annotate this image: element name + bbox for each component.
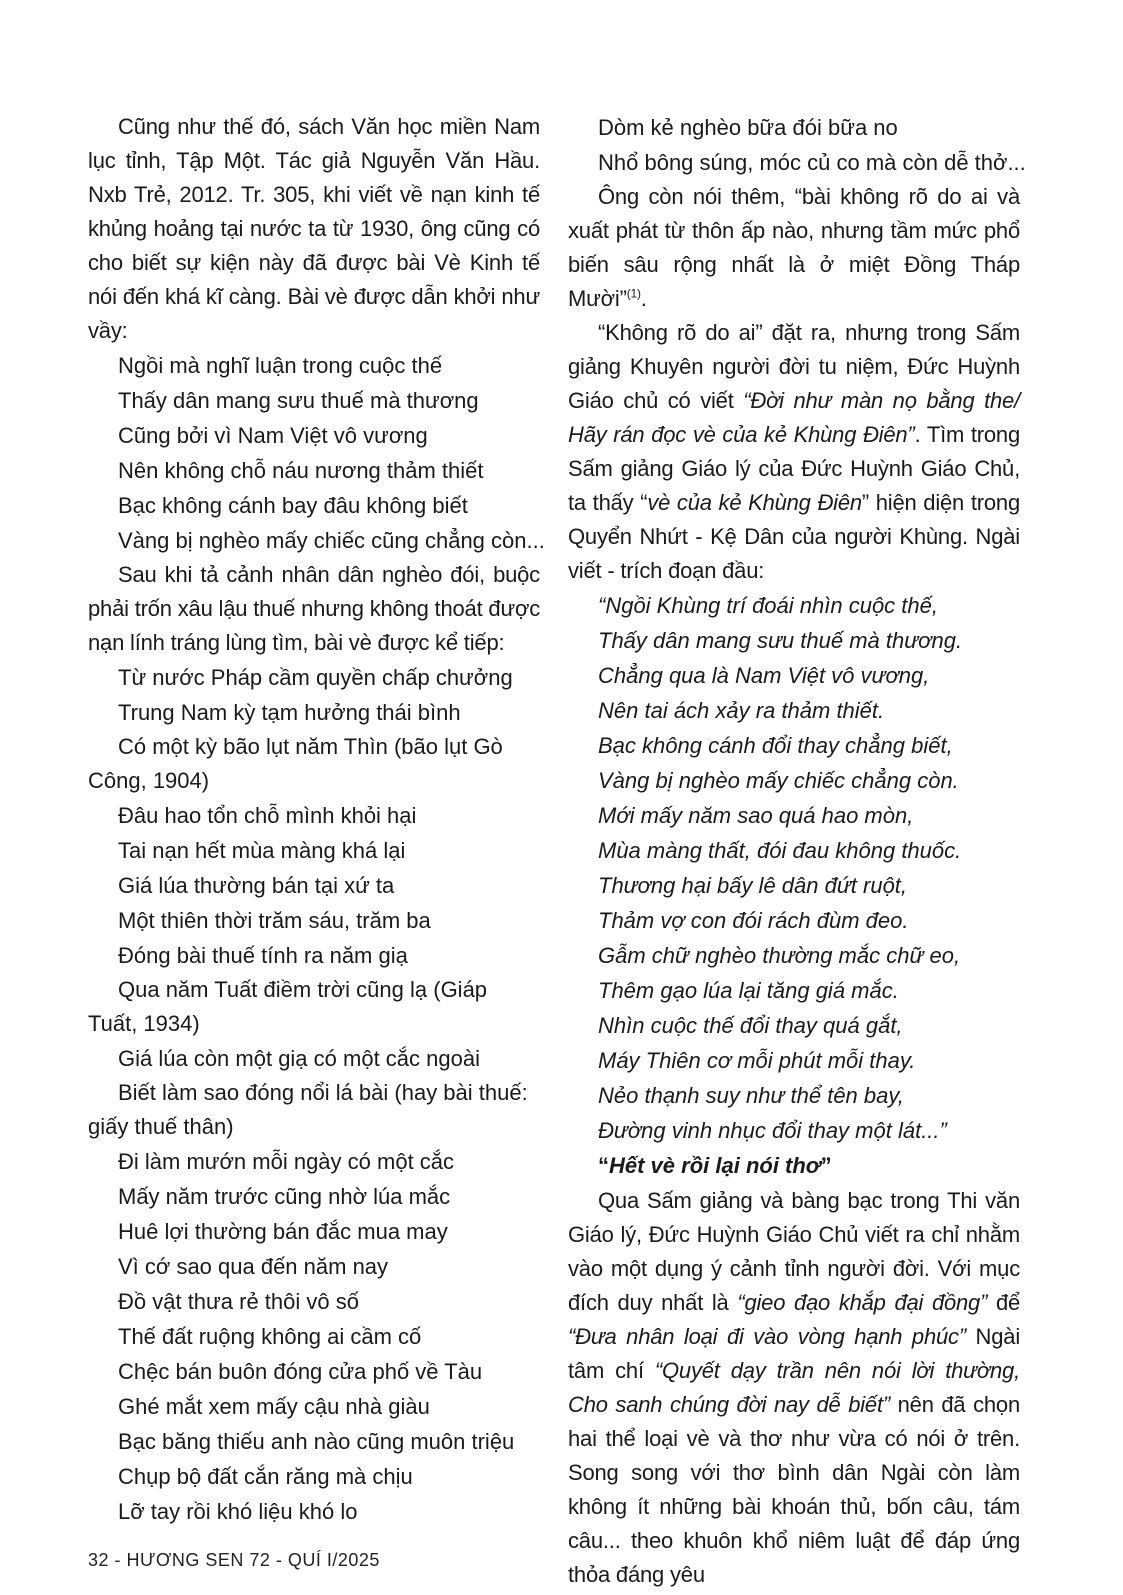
poem-line: Mùa màng thất, đói đau không thuốc. (598, 838, 962, 863)
verse-group-2 (88, 660, 540, 1529)
verse-line: Chụp bộ đất cắn răng mà chịu (118, 1464, 413, 1489)
verse-line: Nhổ bông súng, móc củ co mà còn dễ thở... (598, 150, 1026, 175)
poem-line: Thấy dân mang sưu thuế mà thương. (598, 628, 963, 653)
verse-line: Lỡ tay rồi khó liệu khó lo (118, 1499, 358, 1524)
poem-line: Máy Thiên cơ mỗi phút mỗi thay. (598, 1048, 916, 1073)
heading-text: Hết vè rồi lại nói thơ (609, 1153, 821, 1178)
italic-quote: “Đời như màn nọ bằng the/ Hãy rán đọc vè của kẻ Khùng Điên” (568, 388, 1021, 447)
section-heading (568, 1148, 1020, 1184)
text-run: để (987, 1290, 1021, 1315)
verse-line-wrapped: Có một kỳ bão lụt năm Thìn (bão lụt Gò Công, 1904) (88, 734, 503, 793)
verse-line: Ngồi mà nghĩ luận trong cuộc thế (118, 353, 443, 378)
text-run: nên đã chọn hai thể loại vè và thơ như vừa có nói ở trên. Song song với thơ bình dân Ngài còn làm không ít những bài khoán thủ, bốn câu, tám câu... theo khuôn khổ niêm luật để đáp ứng thỏa đáng yêu (568, 1392, 1020, 1587)
text-run: “Không rõ do ai” đặt ra, nhưng trong Sấm giảng Khuyên người đời tu niệm, Đức Huỳnh Giáo chủ có viết (568, 320, 1020, 413)
verse-line: Thế đất ruộng không ai cầm cố (118, 1324, 422, 1349)
verse-line: Vàng bị nghèo mấy chiếc cũng chẳng còn... (118, 528, 545, 553)
text-run: Ngài tâm chí (568, 1324, 1021, 1383)
poem-line: Thêm gạo lúa lại tăng giá mắc. (598, 978, 899, 1003)
verse-line-wrapped: Qua năm Tuất điềm trời cũng lạ (Giáp Tuất, 1934) (88, 977, 488, 1036)
paragraph-continuation: Sau khi tả cảnh nhân dân nghèo đói, buộc phải trốn xâu lậu thuế nhưng không thoát được nạn lính tráng lùng tìm, bài vè được kể tiếp: (88, 562, 540, 655)
poem-line: Đường vinh nhục đổi thay một lát...” (598, 1118, 947, 1143)
verse-line: Nên không chỗ náu nương thảm thiết (118, 458, 484, 483)
poem-excerpt (568, 588, 1020, 1148)
paragraph-text: Ông còn nói thêm, “bài không rõ do ai và xuất phát từ thôn ấp nào, nhưng tầm mức phổ biến sâu rộng nhất là ở miệt Đồng Tháp Mười” (568, 184, 1020, 311)
verse-line: Bạc băng thiếu anh nào cũng muôn triệu (118, 1429, 515, 1454)
verse-line: Chệc bán buôn đóng cửa phố về Tàu (118, 1359, 483, 1384)
page-footer: 32 - HƯƠNG SEN 72 - QUÍ I/2025 (88, 1550, 380, 1570)
verse-line: Thấy dân mang sưu thuế mà thương (118, 388, 479, 413)
poem-line: Bạc không cánh đổi thay chẳng biết, (598, 733, 953, 758)
paragraph-end: . (640, 286, 647, 311)
verse-line: Huê lợi thường bán đắc mua may (118, 1219, 448, 1244)
poem-line: Gẫm chữ nghèo thường mắc chữ eo, (598, 943, 961, 968)
heading-quote-open: “ (598, 1153, 609, 1178)
paragraph-sam-giang (568, 316, 1020, 588)
verse-line: Đồ vật thưa rẻ thôi vô số (118, 1289, 359, 1314)
paragraph-intro: Cũng như thế đó, sách Văn học miền Nam lục tỉnh, Tập Một. Tác giả Nguyễn Văn Hầu. Nxb Trẻ, 2012. Tr. 305, khi viết về nạn kinh tế khủng hoảng tại nước ta từ 1930, ông cũng có cho biết sự kiện này đã được bài Vè Kinh tế nói đến khá kĩ càng. Bài vè được dẫn khởi như vầy: (88, 114, 540, 343)
paragraph-quote-source (568, 180, 1020, 316)
right-column (568, 110, 1026, 1592)
text-run: . Tìm trong Sấm giảng Giáo lý của Đức Huỳnh Giáo Chủ, ta thấy “ (568, 422, 1020, 515)
italic-quote: “gieo đạo khắp đại đồng” (737, 1290, 988, 1315)
poem-line: Chẳng qua là Nam Việt vô vương, (598, 663, 930, 688)
italic-quote: vè của kẻ Khùng Điên (647, 490, 862, 515)
verse-group-1 (88, 348, 545, 558)
verse-line: Đóng bài thuế tính ra năm giạ (118, 943, 408, 968)
verse-line: Ghé mắt xem mấy cậu nhà giàu (118, 1394, 430, 1419)
poem-line: “Ngồi Khùng trí đoái nhìn cuộc thế, (598, 593, 938, 618)
paragraph-conclusion (568, 1184, 1020, 1592)
text-run: ” hiện diện trong Quyển Nhứt - Kệ Dân của người Khùng. Ngài viết - trích đoạn đầu: (568, 490, 1020, 583)
verse-line: Từ nước Pháp cầm quyền chấp chưởng (118, 665, 513, 690)
verse-line: Một thiên thời trăm sáu, trăm ba (118, 908, 431, 933)
verse-line-wrapped: Biết làm sao đóng nổi lá bài (hay bài thuế: giấy thuế thân) (88, 1080, 528, 1139)
poem-line: Nẻo thạnh suy như thể tên bay, (598, 1083, 904, 1108)
left-column (88, 110, 545, 1529)
italic-quote: “Đưa nhân loại đi vào vòng hạnh phúc” (568, 1324, 966, 1349)
heading-quote-close: ” (820, 1153, 832, 1178)
verse-line: Giá lúa thường bán tại xứ ta (118, 873, 395, 898)
verse-line: Dòm kẻ nghèo bữa đói bữa no (598, 115, 898, 140)
verse-line: Bạc không cánh bay đâu không biết (118, 493, 468, 518)
poem-line: Mới mấy năm sao quá hao mòn, (598, 803, 914, 828)
poem-line: Thương hại bấy lê dân đứt ruột, (598, 873, 908, 898)
verse-line: Giá lúa còn một giạ có một cắc ngoài (118, 1046, 480, 1071)
verse-line: Đi làm mướn mỗi ngày có một cắc (118, 1149, 455, 1174)
verse-line: Trung Nam kỳ tạm hưởng thái bình (118, 700, 461, 725)
footnote-marker: (1) (626, 286, 641, 301)
verse-line: Tai nạn hết mùa màng khá lại (118, 838, 406, 863)
italic-quote: “Quyết dạy trần nên nói lời thường, Cho sanh chúng đời nay dễ biết” (568, 1358, 1020, 1417)
poem-line: Thảm vợ con đói rách đùm đeo. (598, 908, 909, 933)
verse-line: Mấy năm trước cũng nhờ lúa mắc (118, 1184, 451, 1209)
poem-line: Nhìn cuộc thế đổi thay quá gắt, (598, 1013, 903, 1038)
verse-line: Cũng bởi vì Nam Việt vô vương (118, 423, 428, 448)
verse-line: Vì cớ sao qua đến năm nay (118, 1254, 389, 1279)
poem-line: Nên tai ách xảy ra thảm thiết. (598, 698, 885, 723)
text-run: Qua Sấm giảng và bàng bạc trong Thi văn Giáo lý, Đức Huỳnh Giáo Chủ viết ra chỉ nhằm vào một dụng ý cảnh tỉnh người đời. Với mục đích duy nhất là (568, 1188, 1020, 1315)
verse-line: Đâu hao tổn chỗ mình khỏi hại (118, 803, 417, 828)
poem-line: Vàng bị nghèo mấy chiếc chẳng còn. (598, 768, 959, 793)
